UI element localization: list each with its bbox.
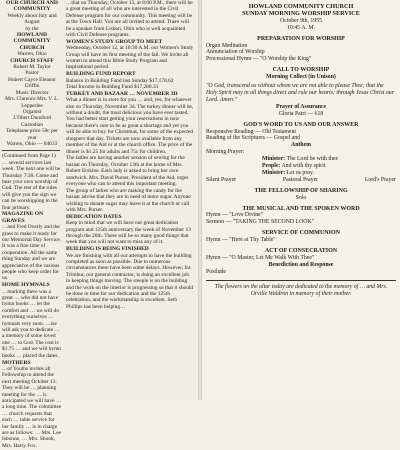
sermon-title: Sermon — "TAKING THE SECOND LOOK"	[206, 219, 315, 226]
bulletin-left-page	[0, 0, 198, 449]
staff-line: J.Tibert Dunsford	[12, 115, 52, 122]
collect-text: "O God, transcend us without whom we are not able to please Thee; that the Holy Spirit may in all things direct and rule our hearts; through Jesus Christ our Lord. Amen."	[206, 83, 394, 103]
divider	[206, 280, 396, 281]
response-speaker: Minister:	[262, 156, 286, 163]
subsection-heading: Morning Collect (in Unison)	[266, 74, 336, 81]
article-text: The ladies are having another session of sewing for the bazaar on Thursday, October 13th at the home of Mrs. Robert Erskine. Each lady is asked to bring her own sandwich. Mrs. David Purser, President of the Aid, urges everyone who can to attend this important meeting.	[66, 155, 189, 187]
continued-note: (Continued from Page 1)	[2, 152, 56, 159]
article-heading: HOME HYMNALS	[2, 282, 50, 289]
section-heading: GOD'S WORD TO US AND OUR ANSWER	[243, 121, 359, 128]
article-text: Wednesday, October 12, at 10:30 A.M. our Women's Study Group will have its first meeting of the fall. We invite all women to attend this Bible Study Program and inspirational period.	[66, 45, 194, 71]
article-text: …and Fred Overly and the grass to make it ready for our Memorial Day Service. It was a fine time of cooperation. All the same thing Sunday and we are appreciative of the various people who keep order for us.	[2, 224, 61, 282]
section-heading: PREPARATION FOR WORSHIP	[257, 35, 345, 42]
pastoral-prayer: Pastoral Prayer	[282, 176, 319, 183]
masthead-subhead: Weekly about July and August	[7, 12, 57, 26]
service-name: SUNDAY MORNING WORSHIP SERVICE	[242, 9, 360, 17]
service-date: October 9th, 1955	[279, 17, 323, 24]
lords-prayer: Lord's Prayer	[364, 176, 396, 183]
service-time: 10:45 A. M.	[286, 24, 316, 31]
article-heading: MAGAZINE ON GRAVES	[2, 211, 44, 224]
morning-prayer-label: Morning Prayer:	[206, 149, 245, 156]
response-line	[206, 163, 396, 170]
response-line	[206, 170, 396, 177]
word-item: Responsive Reading — Old Testament	[206, 128, 296, 135]
hymn-item: Hymn — "O Master, Let Me Walk With Thee"	[206, 255, 315, 261]
staff-heading: CHURCH STAFF	[10, 57, 54, 64]
staff-line: Mrs. Clarence Mrs. V. L. Lepperlee	[5, 96, 59, 109]
anthem-label: Anthem	[291, 142, 311, 149]
staff-line: Organist	[22, 108, 42, 115]
church-name: HOWLAND COMMUNITY CHURCH	[248, 3, 354, 10]
staff-line: Robert M. Taylor	[13, 64, 51, 71]
response-text: The Lord be with thee	[286, 156, 339, 163]
staff-line: Custodian	[21, 121, 43, 128]
staff-line: Music Director	[15, 89, 49, 96]
left-column	[0, 0, 62, 450]
prayer-row	[206, 177, 396, 184]
article-text: …of Youths invites all Fellowship to attend the next meeting October 13. They will be … planning meeting for the … is anticipated we will have … a long time. The committee … church requests that each … table service for her family … is in charge are as follows: … Mrs. Lee Isbonne, … Mrs. Shook, Mrs. Harry Fox.	[2, 365, 62, 449]
article-heading: BUILDING IS BEING FINISHED	[66, 246, 149, 253]
order-of-worship	[206, 4, 396, 298]
staff-line: Hubert Cayce Eleanor Griffin	[8, 76, 56, 90]
gloria-patri: Gloria Patri — 618	[278, 110, 324, 117]
article-text: …that on Thursday, October 13, at 8:00 P.M., there will be a great meeting of all who are interested in the Civil Defense program for our community. This meeting will be at the Town Hall. You are all invited to attend. There will be a speaker from Lisbon, Ohio who is well acquainted with Civil Defense programs.	[66, 0, 193, 39]
staff-line: Pastor	[25, 70, 39, 77]
article-text: … several services last week. The next one will be Thursday 7:30. Come and hear your own worship of God. The rest of the rules will give you the sign we can be worshipping in the four primary.	[2, 159, 61, 211]
section-heading: THE FELLOWSHIP OF SHARING	[254, 187, 348, 194]
staff-list	[2, 64, 62, 147]
article-heading: MOTHERS	[2, 359, 31, 366]
article-text: What a dinner is in store for you … and, yes, for whatever else on Thursday, November 3d. The turkey dinner will be, without a doubt, the most delicious you have ever tasted. You had better start getting your reservations in now because there's sure to be as great a shortage and yet you will be able to buy for Christmas, for some of the expected shoppers that day. Tickets are now available from any member of the Aid or at the church office. The price of the dinner is $1.25 for adults and 75c for children.	[66, 97, 194, 155]
benediction: Benediction and Response	[268, 261, 334, 268]
masthead-title: OUR CHURCH AND COMMUNITY	[6, 0, 58, 13]
staff-line: Telephone price 50c per year	[6, 128, 58, 141]
response-line	[206, 156, 396, 163]
divider	[2, 150, 60, 151]
masthead-location: Warren, Ohio	[17, 51, 47, 58]
article-text: …marking there was a great … who did not have hymn books … let the comfort and … we will do everything ourselves … hymnals very soon. …ise will ask you to dedicate … a memory of some loved one … to God. The cost is $1.75 … and we will hymn books … placed the dates.	[2, 288, 61, 359]
subsection-heading: Prayer of Assurance	[275, 103, 327, 110]
prep-item: Annunciation of Worship	[206, 49, 265, 56]
response-text: Let us pray.	[286, 169, 314, 176]
staff-line: Warren, Ohio — 84633	[6, 140, 58, 147]
hymn-item: Hymn — "Love Divine"	[206, 212, 264, 219]
section-heading: CALL TO WORSHIP	[272, 67, 330, 74]
response-text: And with thy spirit	[281, 163, 326, 170]
prep-item: Organ Meditation	[206, 42, 248, 49]
middle-column	[66, 0, 194, 311]
order-of-worship-page	[202, 0, 400, 400]
response-speaker: Minister:	[262, 169, 286, 176]
postlude: Postlude	[206, 268, 226, 275]
word-item: Reading of the Scriptures — Gospel and	[206, 135, 301, 142]
article-text: We are finishing with all our attempts to have the building completed as soon as possible. Due to numerous circumstances there have been some delays. However, Ira Trimbur, our general contractor, is doing an excellent job in keeping things moving. The steeple is on the building and the work on the interior is progressing so that it should be done in time for our dedication and the 125th celebration, and the workmanship is excellent. Seth Phillips has been helping…	[66, 252, 194, 310]
fund-line: Balance in Building Fund last Sunday $17,178.62	[66, 77, 174, 84]
article-heading: WOMEN'S STUDY GROUP TO MEET	[66, 38, 163, 45]
article-heading: TURKEY AND BAZAAR … NOVEMBER 3D	[66, 90, 178, 97]
hymn-item: Hymn — "Here at Thy Table"	[206, 237, 276, 244]
fund-line: Total Income in Building Fund $17,280.33	[66, 84, 159, 91]
section-heading: THE MUSICAL AND THE SPOKEN WORD	[242, 205, 360, 212]
response-speaker: People:	[262, 163, 281, 170]
article-text: The group of ladies who are making the candy for the bazaar advise that they are in need of more sugar. Anyone wishing to donate sugar may leave it at the church or call with Mrs. Purser.	[66, 187, 191, 213]
section-heading: ACT OF CONSECRATION	[264, 248, 338, 255]
article-heading: DEDICATION DATES	[66, 213, 122, 220]
flowers-note: The flowers on the altar today are dedicated to the memory of … and Mrs. Orville Waldron in memory of their mother.	[214, 284, 388, 298]
section-heading: SERVICE OF COMMUNION	[262, 230, 340, 237]
prep-item: Processional Hymn — "O Worship the King"	[206, 56, 312, 63]
solo-label: Solo	[295, 194, 307, 201]
masthead-issue-prefix: by the	[25, 25, 39, 32]
article-heading: BUILDING FUND REPORT	[66, 71, 136, 78]
article-text: Keep in mind that we will have our great dedication program and 125th anniversary the week of November 13 through the 20th. There will be so many good things that week that you will not want to miss any of it.	[66, 220, 191, 246]
masthead-church: HOWLAND COMMUNITY CHURCH	[13, 32, 51, 51]
silent-prayer: Silent Prayer	[206, 176, 237, 183]
